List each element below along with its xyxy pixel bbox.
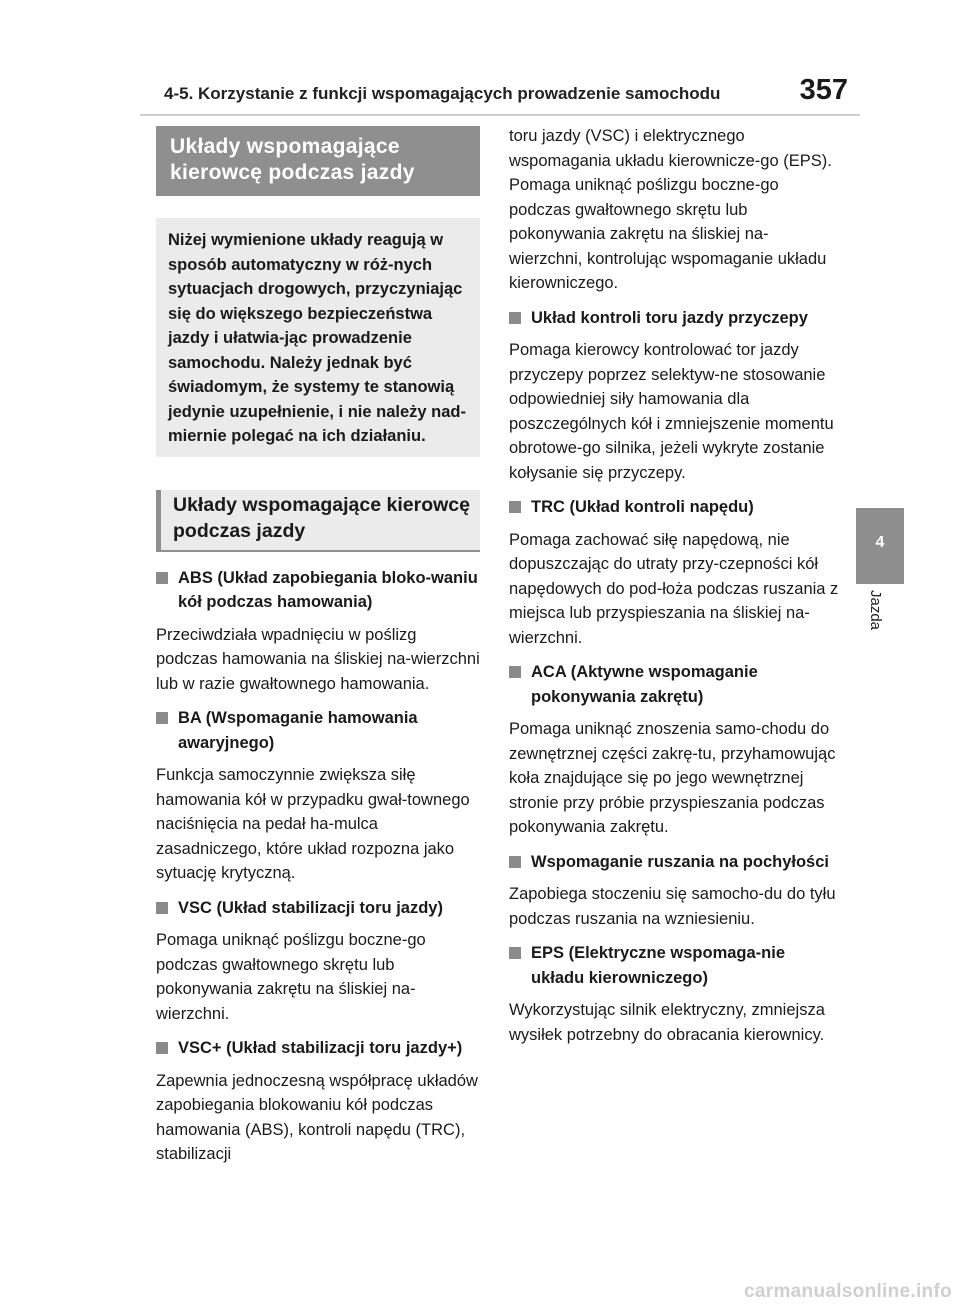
square-bullet-icon	[509, 856, 521, 868]
section-title-trc	[509, 495, 839, 520]
chapter-tab[interactable]	[856, 508, 904, 584]
section-title-abs	[156, 566, 480, 615]
page-number: 357	[799, 74, 848, 106]
square-bullet-icon	[509, 312, 521, 324]
section-title-hill-start	[509, 850, 839, 875]
square-bullet-icon	[509, 666, 521, 678]
section-title-text: Układ kontroli toru jazdy przyczepy	[531, 308, 808, 327]
section-title-text: VSC+ (Układ stabilizacji toru jazdy+)	[178, 1039, 463, 1057]
section-title-aca	[509, 660, 839, 709]
section-title-text: EPS (Elektryczne wspomaga-nie układu kierowniczego)	[531, 944, 786, 987]
continuation-text: toru jazdy (VSC) i elektrycznego wspomagania układu kierownicze-go (EPS). Pomaga uniknąć poślizgu boczne-go podczas gwałtownego skrętu lub pokonywania zakrętu na śliskiej na-wierzchni, kontrolując wspomaganie układu kierowniczego.	[509, 127, 832, 292]
chapter-tab-label: Jazda	[867, 590, 884, 631]
section-body-vsc: Pomaga uniknąć poślizgu boczne-go podczas gwałtownego skrętu lub pokonywania zakrętu na śliskiej na-wierzchni.	[156, 931, 426, 1023]
section-banner-dark: Układy wspomagające kierowcę podczas jazdy	[156, 126, 480, 196]
section-title-trailer	[509, 306, 839, 331]
square-bullet-icon	[509, 947, 521, 959]
section-banner-light: Układy wspomagające kierowcę podczas jazdy	[156, 490, 480, 550]
section-title-text: ACA (Aktywne wspomaganie pokonywania zakrętu)	[531, 663, 758, 706]
section-body-trc: Pomaga zachować siłę napędową, nie dopuszczając do utraty przy-czepności kół napędowych do pod-łoża podczas ruszania z miejsca lub przyspieszania na śliskiej na-wierzchni.	[509, 530, 839, 647]
page-header	[140, 74, 860, 114]
section-body-abs: Przeciwdziała wpadnięciu w poślizg podczas hamowania na śliskiej na-wierzchni lub w razie gwałtownego hamowania.	[156, 625, 480, 693]
section-body-vsc-plus: Zapewnia jednoczesną współpracę układów zapobiegania blokowaniu kół podczas hamowania (ABS), kontroli napędu (TRC), stabilizacji	[156, 1071, 478, 1163]
section-title-text: VSC (Układ stabilizacji toru jazdy)	[178, 898, 443, 917]
section-title-text: Wspomaganie ruszania na pochyłości	[531, 852, 829, 871]
left-column	[156, 126, 480, 1167]
header-divider	[140, 114, 860, 116]
chapter-tab-label-wrap	[866, 590, 888, 650]
section-title-eps	[509, 941, 839, 990]
section-body-aca: Pomaga uniknąć znoszenia samo-chodu do zewnętrznej części zakrę-tu, przyhamowując koła znajdujące się po jego wewnętrznej stronie przy próbie przyspieszania podczas pokonywania zakrętu.	[509, 720, 836, 836]
section-title-ba	[156, 706, 480, 755]
section-body-trailer: Pomaga kierowcy kontrolować tor jazdy przyczepy poprzez selektyw-ne stosowanie odpowiedniej siły hamowania dla poszczególnych kół i zmniejszenie momentu obrotowe-go silnika, jeżeli wykryte zostanie kołysanie się przyczepy.	[509, 341, 834, 482]
chapter-title: 4-5. Korzystanie z funkcji wspomagających prowadzenie samochodu	[164, 84, 721, 103]
intro-box: Niżej wymienione układy reagują w sposób automatyczny w róż-nych sytuacjach drogowych, przyczyniając się do większego bezpieczeństwa jazdy i ułatwia-jąc prowadzenie samochodu. Należy jednak być świadomym, że systemy te stanowią jedynie uzupełnienie, i nie należy nad-miernie polegać na ich działaniu.	[156, 218, 480, 457]
banner-underline	[156, 550, 480, 552]
section-body-eps: Wykorzystując silnik elektryczny, zmniejsza wysiłek potrzebny do obracania kierownicy.	[509, 1001, 825, 1044]
square-bullet-icon	[156, 572, 168, 584]
section-title-text: ABS (Układ zapobiegania bloko-waniu kół podczas hamowania)	[178, 568, 478, 611]
section-title-vsc-plus	[156, 1036, 480, 1061]
square-bullet-icon	[156, 712, 168, 724]
section-title-text: TRC (Układ kontroli napędu)	[531, 498, 754, 516]
square-bullet-icon	[509, 501, 521, 513]
section-body-hill-start: Zapobiega stoczeniu się samocho-du do tyłu podczas ruszania na wzniesieniu.	[509, 885, 836, 928]
chapter-tab-number: 4	[875, 534, 885, 551]
section-title-text: BA (Wspomaganie hamowania awaryjnego)	[178, 709, 418, 752]
section-body-ba: Funkcja samoczynnie zwiększa siłę hamowania kół w przypadku gwał-townego naciśnięcia na pedał ha-mulca zasadniczego, które układ rozpozna jako sytuację krytyczną.	[156, 766, 470, 882]
section-title-vsc	[156, 896, 480, 921]
square-bullet-icon	[156, 1042, 168, 1054]
square-bullet-icon	[156, 902, 168, 914]
footer-watermark: carmanualsonline.info	[744, 1281, 952, 1302]
right-column	[509, 126, 839, 1047]
